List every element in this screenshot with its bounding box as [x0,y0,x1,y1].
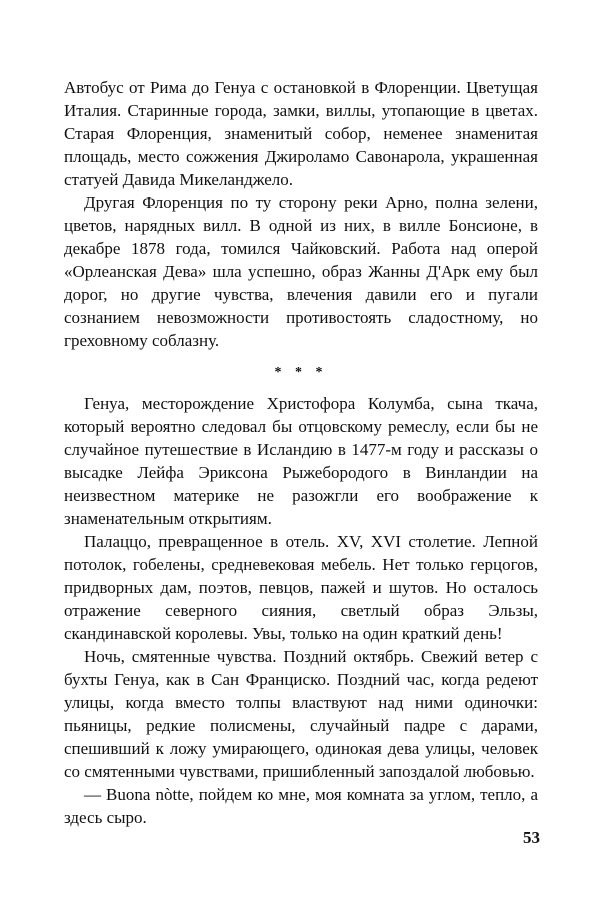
section-separator: * * * [274,365,328,380]
paragraph-palazzo-hotel: Палаццо, превращенное в отель. XV, XVI столетие. Лепной потолок, гобелены, средневековая мебель. Нет только герцогов, придворных дам, поэтов, певцов, пажей и шутов. Но осталось отражение северного сияния, светлый образ Эльзы, скандинавской королевы. Увы, только на один краткий день! [64,532,538,643]
paragraph-dialogue: — Buona nòtte, пойдем ко мне, моя комната за углом, тепло, а здесь сыро. [64,785,538,827]
paragraph-bus-trip: Автобус от Рима до Генуа с остановкой в Флоренции. Цветущая Италия. Старинные города, замки, виллы, утопающие в цветах. Старая Флоренция, знаменитый собор, неменее знаменитая площадь, место сожжения Джироламо Савонарола, украшенная статуей Давида Микеланджело. [64,78,538,189]
paragraph-genoa-columbus: Генуа, месторождение Христофора Колумба, сына ткача, который вероятно следовал бы отцовскому ремеслу, если бы не случайное путешествие в Исландию в 1477-м году и рассказы о высадке Лейфа Эриксона Рыжебородого в Винландии на неизвестном материке не разожгли его воображение к знаменательным открытиям. [64,394,538,528]
paragraph-florence-tchaikovsky: Другая Флоренция по ту сторону реки Арно, полна зелени, цветов, нарядных вилл. В одной из них, в вилле Бонсионе, в декабре 1878 года, томился Чайковский. Работа над оперой «Орлеанская Дева» шла успешно, образ Жанны Д'Арк ему был дорог, но другие чувства, влечения давили его и пугали сознанием невозможности противостоять сладостному, но греховному соблазну. [64,193,538,350]
body-text [64,76,538,829]
page-number: 53 [523,828,540,847]
paragraph-night: Ночь, смятенные чувства. Поздний октябрь. Свежий ветер с бухты Генуа, как в Сан Франциско. Поздний час, когда редеют улицы, когда вместо толпы властвуют над ними одиночки: пьяницы, редкие полисмены, случайный падре с дарами, спешивший к ложу умирающего, одинокая дева улицы, человек со смятенными чувствами, пришибленный запоздалой любовью. [64,647,538,781]
